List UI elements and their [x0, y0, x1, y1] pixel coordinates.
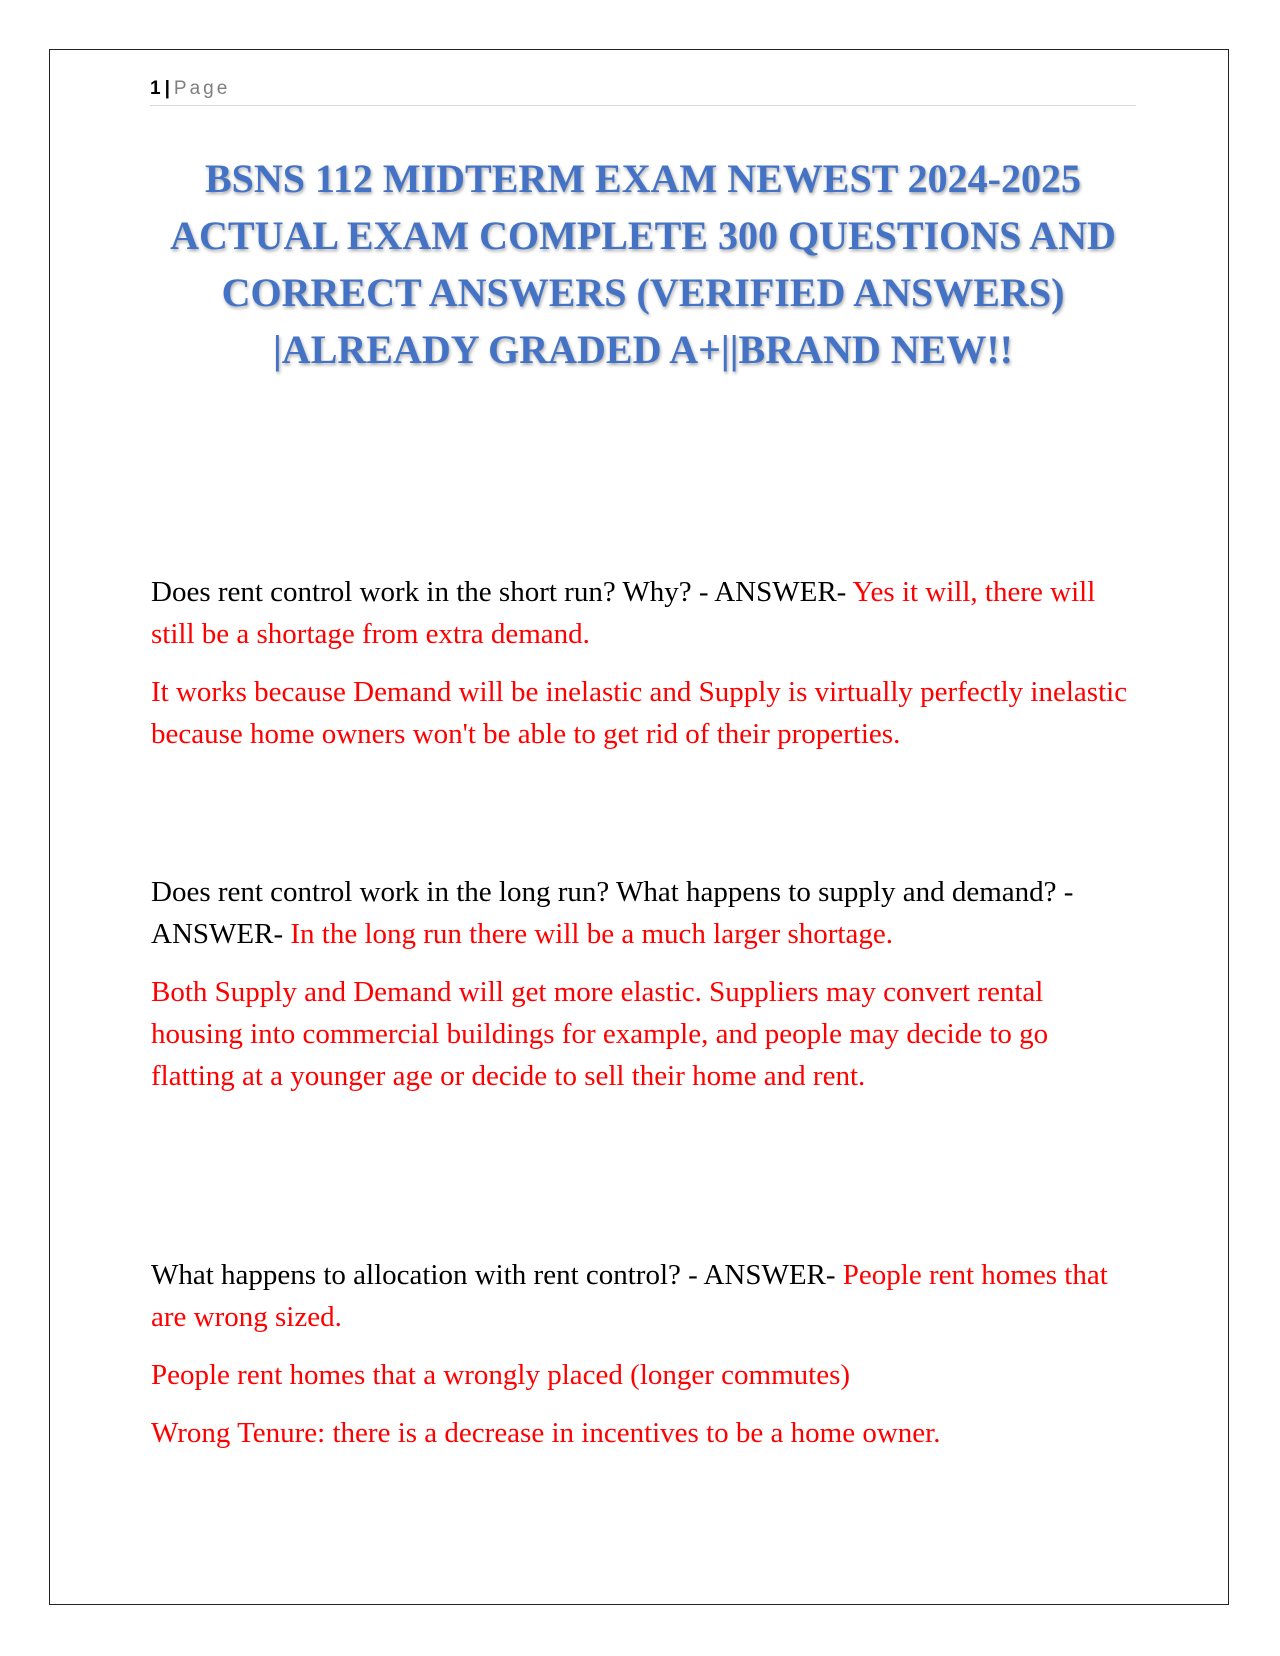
answer-paragraph: People rent homes that a wrongly placed (longer commutes)	[151, 1359, 851, 1391]
page-header	[150, 78, 1136, 106]
answer-text: In the long run there will be a much larger shortage.	[290, 918, 893, 950]
page-separator: |	[164, 78, 170, 99]
qa-item	[151, 571, 1131, 771]
page-number: 1	[150, 78, 161, 99]
question-text: What happens to allocation with rent control? - ANSWER-	[151, 1259, 843, 1291]
document-title: BSNS 112 MIDTERM EXAM NEWEST 2024-2025 ACTUAL EXAM COMPLETE 300 QUESTIONS AND CORRECT ANSWERS (VERIFIED ANSWERS) |ALREADY GRADED A+||BRAND NEW!!	[170, 156, 1116, 372]
qa-item	[151, 1254, 1131, 1470]
page-label: Page	[173, 78, 231, 99]
qa-item	[151, 871, 1131, 1113]
answer-paragraph: Both Supply and Demand will get more elastic. Suppliers may convert rental housing into commercial buildings for example, and people may decide to go flatting at a younger age or decide to sell their home and rent.	[151, 976, 1049, 1092]
answer-text: Yes it will, there will still be a shortage from extra demand.	[151, 576, 1096, 650]
question-paragraph	[151, 871, 1131, 955]
question-paragraph	[151, 571, 1131, 655]
question-text: Does rent control work in the long run? What happens to supply and demand? - ANSWER-	[151, 876, 1074, 950]
question-paragraph	[151, 1254, 1131, 1338]
question-text: Does rent control work in the short run? Why? - ANSWER-	[151, 576, 853, 608]
answer-paragraph: Wrong Tenure: there is a decrease in incentives to be a home owner.	[151, 1417, 941, 1449]
answer-text: People rent homes that are wrong sized.	[151, 1259, 1108, 1333]
answer-paragraph: It works because Demand will be inelastic and Supply is virtually perfectly inelastic because home owners won't be able to get rid of their properties.	[151, 676, 1128, 750]
